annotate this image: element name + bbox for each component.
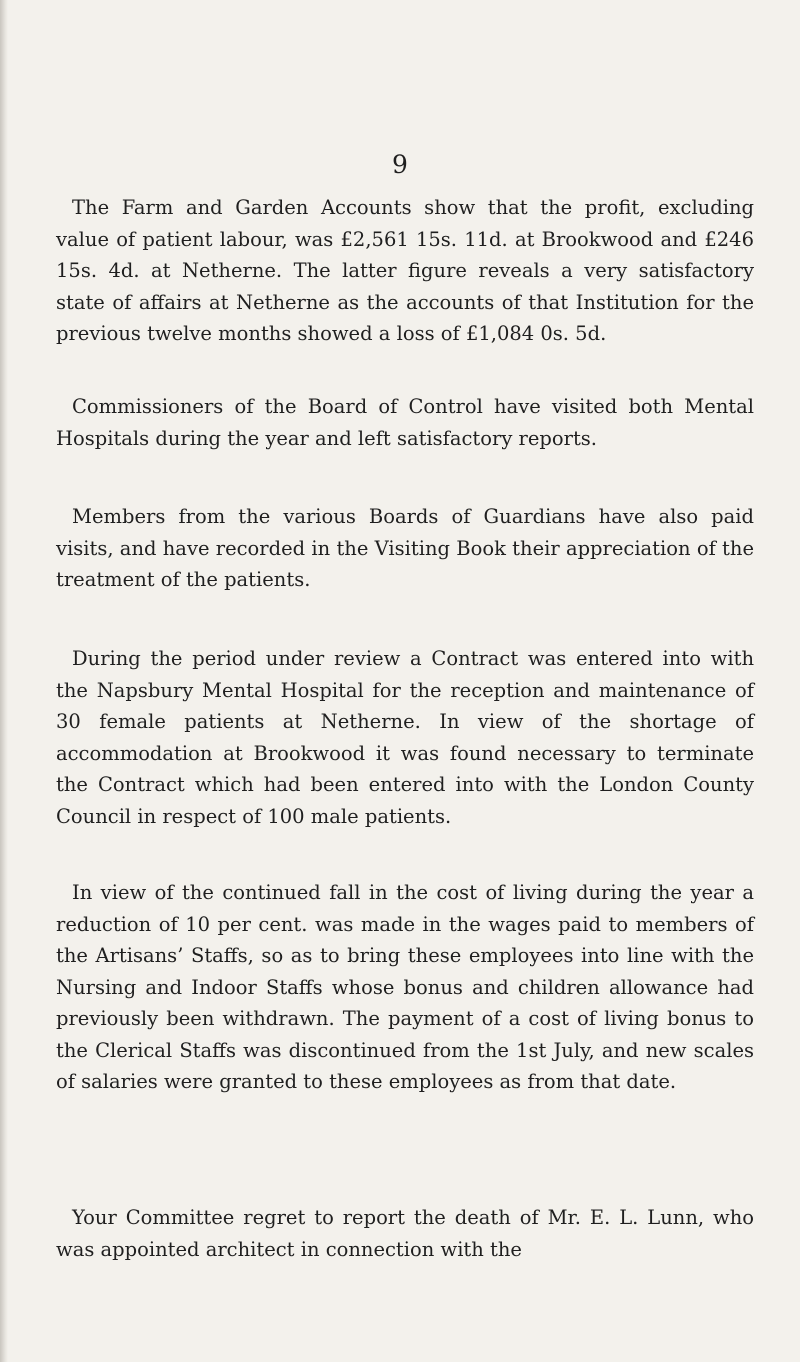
paragraph-guardians-visit: Members from the various Boards of Guardians have also paid visits, and have recorded in the Visiting Book their appreciation of the treatment of the patients.	[56, 505, 754, 591]
page-edge-shadow	[0, 0, 8, 1362]
paragraph-architect-death: Your Committee regret to report the death of Mr. E. L. Lunn, who was appointed architect in connection with the	[56, 1206, 754, 1261]
paragraph-wage-reduction: In view of the continued fall in the cost of living during the year a reduction of 10 per cent. was made in the wages paid to members of the Artisans’ Staffs, so as to bring these employees into line with the Nursing and Indoor Staffs whose bonus and children allowance had previously been withdrawn. The payment of a cost of living bonus to the Clerical Staffs was discontinued from the 1st July, and new scales of salaries were granted to these employees as from that date.	[56, 881, 754, 1093]
paragraph-commissioners-visit: Commissioners of the Board of Control have visited both Mental Hospitals during the year and left satisfactory reports.	[56, 395, 754, 450]
paragraph-napsbury-contract: During the period under review a Contract was entered into with the Napsbury Mental Hospital for the reception and maintenance of 30 female patients at Netherne. In view of the shortage of accommodation at Brookwood it was found necessary to terminate the Contract which had been entered into with the London County Council in respect of 100 male patients.	[56, 647, 754, 828]
page-number: 9	[392, 150, 408, 179]
paragraph-farm-garden-accounts: The Farm and Garden Accounts show that the profit, excluding value of patient labour, was £2,561 15s. 11d. at Brookwood and £246 15s. 4d. at Netherne. The latter figure reveals a very satisfactory state of affairs at Netherne as the accounts of that Institution for the previous twelve months showed a loss of £1,084 0s. 5d.	[56, 196, 754, 345]
